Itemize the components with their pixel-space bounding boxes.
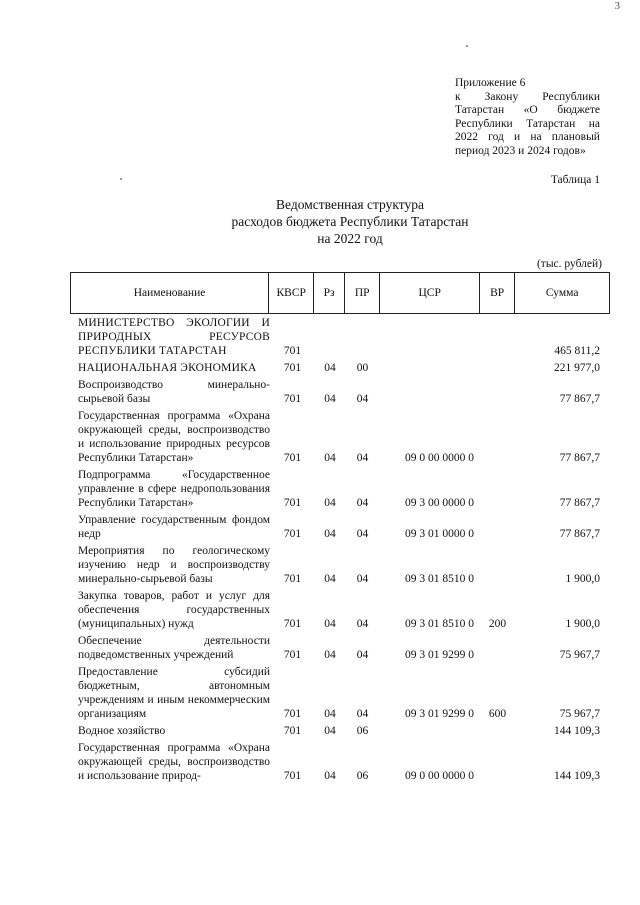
cell-kvsr: 701: [283, 725, 302, 737]
cell-rz: 04: [324, 452, 336, 464]
cell-name: Обеспечение деятельности подведомственных учреждений: [78, 635, 270, 661]
document-title: [200, 196, 500, 247]
cell-sum: 77 867,7: [559, 393, 600, 405]
appendix-line-1: Приложение 6: [455, 77, 526, 89]
cell-kvsr: 701: [283, 528, 302, 540]
cell-vr: 200: [488, 618, 507, 630]
appendix-word: «О: [523, 104, 538, 116]
header-name: Наименование: [71, 273, 269, 313]
cell-sum: 77 867,7: [559, 497, 600, 509]
appendix-word: Республики: [542, 90, 600, 103]
scan-speck: [120, 178, 122, 180]
cell-sum: 465 811,2: [554, 345, 600, 357]
cell-pr: 04: [356, 618, 369, 630]
cell-name: Закупка товаров, работ и услуг для обеспечения государственных (муниципальных) нужд: [78, 590, 270, 630]
table-row: [70, 513, 610, 544]
table-row: [70, 665, 610, 724]
appendix-word: Татарстан: [526, 117, 576, 130]
appendix-line-6: период 2023 и 2024 годов»: [455, 144, 586, 157]
appendix-word: Татарстан: [455, 104, 505, 116]
cell-kvsr: 701: [283, 649, 302, 661]
table-row: [70, 409, 610, 468]
cell-rz: 04: [324, 649, 336, 661]
cell-rz: 04: [324, 770, 336, 782]
header-csr: ЦСР: [380, 273, 480, 313]
header-pr: ПР: [345, 273, 380, 313]
cell-csr: 09 0 00 0000 0: [405, 770, 474, 782]
cell-name: НАЦИОНАЛЬНАЯ ЭКОНОМИКА: [78, 362, 257, 374]
cell-kvsr: 701: [283, 770, 302, 782]
cell-pr: 04: [356, 649, 369, 661]
cell-name: Мероприятия по геологическому изучению недр и воспроизводству минерально-сырьевой базы: [78, 545, 270, 585]
table-row: [70, 741, 610, 786]
appendix-word: и: [514, 131, 521, 143]
page-number: 3: [614, 0, 620, 12]
table-row: [70, 544, 610, 589]
header-vr: ВР: [480, 273, 515, 313]
table-row: [70, 378, 610, 409]
cell-pr: 04: [356, 393, 369, 405]
header-sum: Сумма: [515, 273, 610, 313]
appendix-word: на: [588, 117, 600, 130]
cell-csr: 09 3 01 9299 0: [405, 708, 474, 720]
appendix-word: Закону: [484, 90, 519, 103]
appendix-word: 2022: [455, 131, 478, 143]
cell-csr: 09 3 01 0000 0: [405, 528, 474, 540]
cell-rz: 04: [324, 573, 336, 585]
cell-name: Государственная программа «Охрана окружающей среды, воспроизводство и использование природных ресурсов Республики Татарстан»: [78, 410, 270, 464]
table-row: [70, 468, 610, 513]
header-kvsr: КВСР: [269, 273, 314, 313]
appendix-word: год: [488, 131, 504, 143]
cell-kvsr: 701: [283, 345, 302, 357]
scan-speck: [466, 45, 468, 47]
cell-rz: 04: [324, 708, 336, 720]
appendix-word: бюджете: [557, 104, 600, 116]
cell-kvsr: 701: [283, 618, 302, 630]
table-row: [70, 634, 610, 665]
cell-csr: 09 3 00 0000 0: [405, 497, 474, 509]
appendix-line-4: [455, 118, 600, 132]
cell-pr: 04: [356, 497, 369, 509]
appendix-word: плановый: [551, 131, 600, 143]
cell-rz: 04: [324, 725, 336, 737]
cell-pr: 04: [356, 452, 369, 464]
cell-kvsr: 701: [283, 393, 302, 405]
header-rz: Рз: [314, 273, 345, 313]
cell-name: МИНИСТЕРСТВО ЭКОЛОГИИ И ПРИРОДНЫХ РЕСУРСОВ РЕСПУБЛИКИ ТАТАРСТАН: [78, 317, 270, 357]
cell-sum: 77 867,7: [559, 528, 600, 540]
table-row: [70, 314, 610, 361]
cell-sum: 144 109,3: [554, 725, 600, 737]
cell-pr: 04: [356, 528, 369, 540]
units-note: (тыс. рублей): [536, 258, 602, 270]
cell-rz: 04: [324, 362, 336, 374]
title-line-2: расходов бюджета Республики Татарстан: [231, 214, 469, 229]
cell-rz: 04: [324, 528, 336, 540]
cell-sum: 221 977,0: [554, 362, 600, 374]
table-label: Таблица 1: [550, 174, 600, 186]
appendix-line-2: [455, 91, 600, 105]
cell-sum: 144 109,3: [554, 770, 600, 782]
cell-name: Государственная программа «Охрана окружающей среды, воспроизводство и использование природ-: [78, 742, 270, 782]
cell-csr: 09 3 01 9299 0: [405, 649, 474, 661]
table-row: [70, 589, 610, 634]
cell-kvsr: 701: [283, 573, 302, 585]
title-line-3: на 2022 год: [317, 231, 383, 246]
cell-rz: 04: [324, 497, 336, 509]
cell-pr: 04: [356, 708, 369, 720]
cell-sum: 75 967,7: [559, 649, 600, 661]
appendix-word: Республики: [455, 117, 513, 130]
cell-name: Управление государственным фондом недр: [78, 514, 270, 540]
cell-rz: 04: [324, 393, 336, 405]
cell-sum: 77 867,7: [559, 452, 600, 464]
cell-vr: 600: [488, 708, 507, 720]
cell-csr: 09 0 00 0000 0: [405, 452, 474, 464]
appendix-line-3: [455, 104, 600, 118]
cell-name: Воспроизводство минерально-сырьевой базы: [78, 379, 270, 405]
cell-kvsr: 701: [283, 497, 302, 509]
cell-kvsr: 701: [283, 452, 302, 464]
cell-pr: 00: [356, 362, 369, 374]
cell-sum: 75 967,7: [559, 708, 600, 720]
cell-name: Водное хозяйство: [78, 725, 166, 737]
cell-csr: 09 3 01 8510 0: [405, 618, 474, 630]
appendix-note: [455, 77, 600, 158]
table-header: [70, 272, 610, 314]
appendix-word: к: [455, 90, 461, 103]
cell-pr: 04: [356, 573, 369, 585]
budget-table: [70, 272, 610, 786]
cell-sum: 1 900,0: [565, 618, 600, 630]
cell-pr: 06: [356, 725, 369, 737]
cell-rz: 04: [324, 618, 336, 630]
table-row: [70, 724, 610, 741]
table-body: [70, 314, 610, 786]
cell-pr: 06: [356, 770, 369, 782]
cell-name: Подпрограмма «Государственное управление в сфере недропользования Республики Татарстан»: [78, 469, 270, 509]
cell-name: Предоставление субсидий бюджетным, автономным учреждениям и иным некоммерческим организациям: [78, 666, 270, 720]
appendix-line-5: [455, 131, 600, 145]
cell-csr: 09 3 01 8510 0: [405, 573, 474, 585]
title-line-1: Ведомственная структура: [276, 197, 424, 212]
table-row: [70, 361, 610, 378]
cell-sum: 1 900,0: [565, 573, 600, 585]
cell-kvsr: 701: [283, 708, 302, 720]
appendix-word: на: [530, 131, 542, 143]
cell-kvsr: 701: [283, 362, 302, 374]
